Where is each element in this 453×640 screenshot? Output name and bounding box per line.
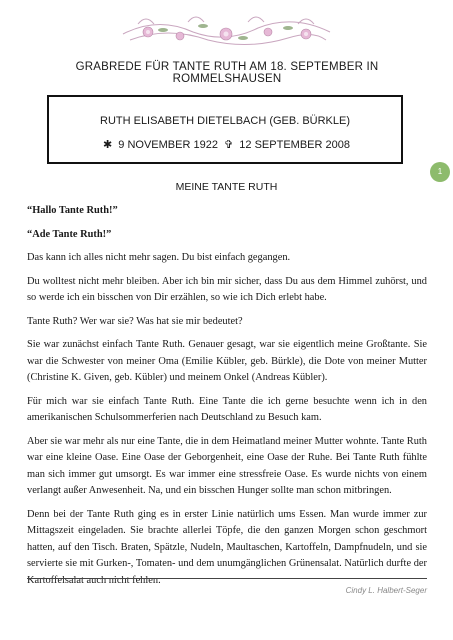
- paragraph: Das kann ich alles nicht mehr sagen. Du bist einfach gegangen.: [27, 252, 291, 263]
- paragraph: Aber sie war mehr als nur eine Tante, die in dem Heimatland meiner Mutter wohnte. Tante Ruth war eine kleine Oase. Eine Oase der Geborgenheit, eine Oase der Ruhe. Bei Tante Ruth fühlte man sich immer gut umsorgt. Es war immer eine stressfreie Oase. Es wurde nichts von einem verlangt außer Anwesenheit. Na, und ein bisschen Hunger sollte man schon mitbringen.: [27, 435, 427, 496]
- death-date: 12 SEPTEMBER 2008: [239, 139, 350, 151]
- section-title: MEINE TANTE RUTH: [175, 181, 278, 193]
- document-title: GRABREDE FÜR TANTE RUTH AM 18. SEPTEMBER IN ROMMELSHAUSEN: [75, 61, 379, 85]
- footer-divider: [27, 578, 427, 579]
- paragraph: Denn bei der Tante Ruth ging es in erster Linie natürlich ums Essen. Man wurde immer zur Mittagszeit eingeladen. Sie brachte allerlei Töpfe, die den ganzen Morgen schon geschmort hatten, auf den Tisch. Braten, Spätzle, Nudeln, Maultaschen, Kartoffeln, Dampfnudeln, und sie servierte sie mit Gurken-, Tomaten- und dem unumgänglichen Grünensalat. Natürlich durfte der Kartoffelsalat auch nicht fehlen.: [27, 508, 427, 586]
- birth-date: 9 NOVEMBER 1922: [118, 139, 218, 151]
- paragraph: Für mich war sie einfach Tante Ruth. Eine Tante die ich gerne besuchte wenn ich in den amerikanischen Schulsommerferien nach Deutschland zu Besuch kam.: [27, 395, 427, 423]
- paragraph: “Hallo Tante Ruth!”: [27, 205, 118, 216]
- birth-star-icon: ✱: [103, 139, 113, 151]
- page-number-badge: 1: [430, 162, 450, 182]
- floral-ornament-icon: [118, 10, 335, 50]
- paragraph: Du wolltest nicht mehr bleiben. Aber ich bin mir sicher, dass Du aus dem Himmel zuhörst, und so werde ich ein bisschen von Dir erzählen, so wie ich Dich erlebt habe.: [27, 275, 427, 303]
- life-dates: [49, 138, 401, 151]
- name-dates-box: [47, 95, 403, 164]
- paragraph: Sie war zunächst einfach Tante Ruth. Genauer gesagt, war sie eigentlich meine Großtante. Sie war die Schwester von meiner Oma (Emilie Kübler, geb. Bürkle), die Dote von meiner Mutter (Christine K. Given, geb. Kübler) und meinem Onkel (Andreas Kübler).: [27, 339, 427, 383]
- body-text: [27, 203, 427, 596]
- deceased-name: RUTH ELISABETH DIETELBACH (GEB. BÜRKLE): [100, 115, 350, 127]
- paragraph: “Ade Tante Ruth!”: [27, 228, 112, 240]
- death-cross-icon: ✞: [224, 139, 234, 151]
- footer-author: Cindy L. Halbert-Seger: [345, 586, 427, 595]
- paragraph: Tante Ruth? Wer war sie? Was hat sie mir bedeutet?: [27, 315, 243, 327]
